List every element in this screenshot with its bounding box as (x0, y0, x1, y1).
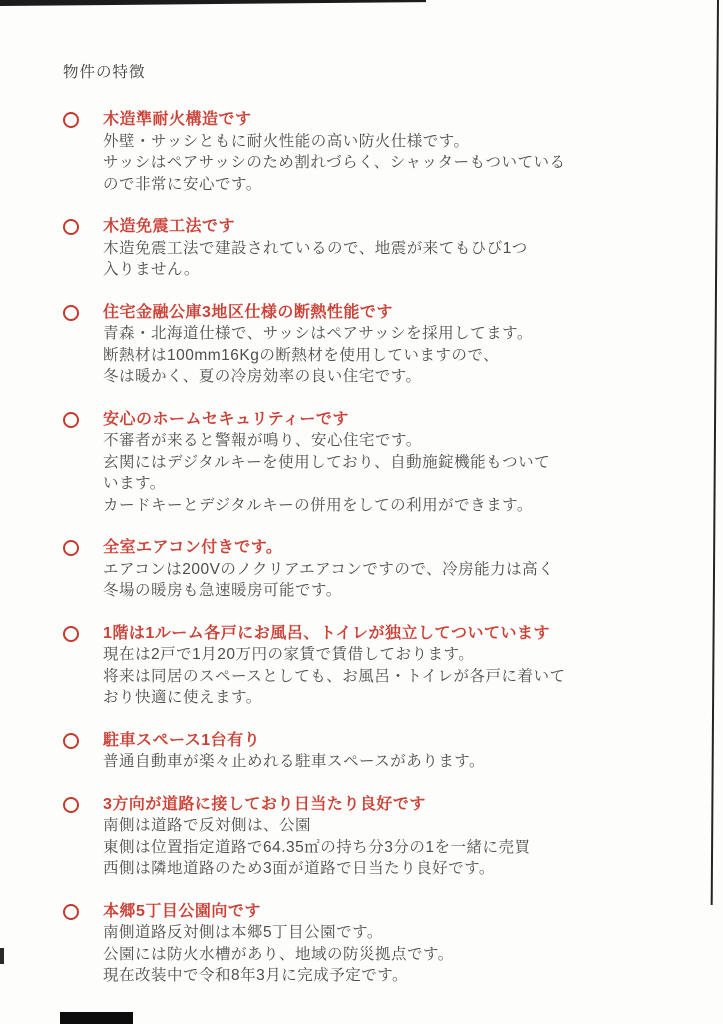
feature-section (63, 109, 663, 195)
feature-line: エアコンは200Vのノクリアエアコンですので、冷房能力は高く (103, 560, 555, 578)
feature-section-body (103, 794, 531, 880)
feature-section-body (103, 409, 550, 517)
feature-line: 西側は隣地道路のため3面が道路で日当たり良好です。 (103, 860, 495, 877)
page-title: 物件の特徴 (63, 64, 146, 81)
feature-line: 玄関にはデジタルキーを使用しており、自動施錠機能もついて (103, 453, 551, 471)
feature-line: 南側は道路で反対側は、公園 (103, 817, 312, 834)
feature-line: 将来は同居のスペースとしても、お風呂・トイレが各戸に着いて (103, 667, 566, 685)
circle-bullet-icon (63, 219, 79, 235)
scan-artifact-right-edge-line (711, 0, 719, 905)
feature-line: 不審者が来ると警報が鳴り、安心住宅です。 (103, 432, 422, 449)
feature-heading: 本郷5丁目公園向です (103, 902, 261, 920)
feature-line: サッシはペアサッシのため割れづらく、シャッターもついている (103, 154, 566, 171)
feature-line: 現在は2戸で1月20万円の家賃で賃借しております。 (103, 646, 475, 663)
feature-line: ので非常に安心です。 (103, 175, 262, 193)
feature-line: 冬は暖かく、夏の冷房効率の良い住宅です。 (103, 368, 422, 385)
feature-section (63, 216, 663, 281)
feature-line: います。 (103, 475, 166, 492)
feature-heading: 3方向が道路に接しており日当たり良好です (103, 795, 426, 813)
circle-bullet-icon (63, 112, 79, 128)
circle-bullet-icon (63, 797, 79, 813)
feature-line: 現在改装中で令和8年3月に完成予定です。 (103, 967, 409, 984)
feature-line: 木造免震工法で建設されているので、地震が来てもひび1つ (103, 239, 528, 257)
feature-line: 南側道路反対側は本郷5丁目公園です。 (103, 924, 383, 941)
feature-line: 普通自動車が楽々止めれる駐車スペースがあります。 (103, 753, 485, 770)
feature-line: 青森・北海道仕様で、サッシはペアサッシを採用してます。 (103, 325, 533, 342)
feature-line: カードキーとデジタルキーの併用をしての利用ができます。 (103, 496, 533, 514)
circle-bullet-icon (63, 412, 79, 428)
feature-line: 入りません。 (103, 261, 200, 278)
scan-artifact-left-sliver (0, 948, 4, 964)
feature-line: 外壁・サッシともに耐火性能の高い防火仕様です。 (103, 132, 470, 150)
scan-artifact-top-bar (0, 0, 426, 6)
feature-section-body (103, 537, 554, 602)
circle-bullet-icon (63, 904, 79, 920)
feature-heading: 全室エアコン付きです。 (103, 539, 283, 556)
feature-line: おり快適に使えます。 (103, 689, 262, 706)
feature-heading: 木造準耐火構造です (103, 111, 252, 128)
features-list (63, 109, 663, 987)
circle-bullet-icon (63, 626, 79, 642)
feature-heading: 住宅金融公庫3地区仕様の断熱性能です (103, 303, 393, 321)
feature-section-body (103, 302, 533, 388)
feature-section-body (103, 216, 528, 281)
feature-line: 東側は位置指定道路で64.35㎡の持ち分3分の1を一緒に売買 (103, 838, 531, 856)
feature-section (63, 302, 663, 388)
feature-heading: 安心のホームセキュリティーです (103, 410, 349, 428)
feature-line: 公園には防火水槽があり、地域の防災拠点です。 (103, 945, 454, 963)
document-content (63, 60, 663, 1008)
feature-section (63, 537, 663, 602)
feature-section (63, 730, 663, 773)
feature-section-body (103, 901, 454, 987)
feature-heading: 1階は1ルーム各戸にお風呂、トイレが独立してついています (103, 624, 550, 642)
feature-line: 断熱材は100mm16Kgの断熱材を使用していますので、 (103, 346, 500, 364)
feature-section (63, 623, 663, 709)
feature-heading: 木造免震工法です (103, 218, 236, 235)
scan-artifact-bottom-bar (60, 1012, 133, 1024)
circle-bullet-icon (63, 540, 79, 556)
feature-heading: 駐車スペース1台有り (103, 731, 261, 749)
circle-bullet-icon (63, 305, 79, 321)
feature-section-body (103, 730, 485, 773)
feature-section-body (103, 109, 565, 195)
feature-section-body (103, 623, 565, 709)
feature-section (63, 409, 663, 517)
feature-line: 冬場の暖房も急速暖房可能です。 (103, 582, 342, 599)
feature-section (63, 901, 663, 987)
feature-section (63, 794, 663, 880)
circle-bullet-icon (63, 733, 79, 749)
